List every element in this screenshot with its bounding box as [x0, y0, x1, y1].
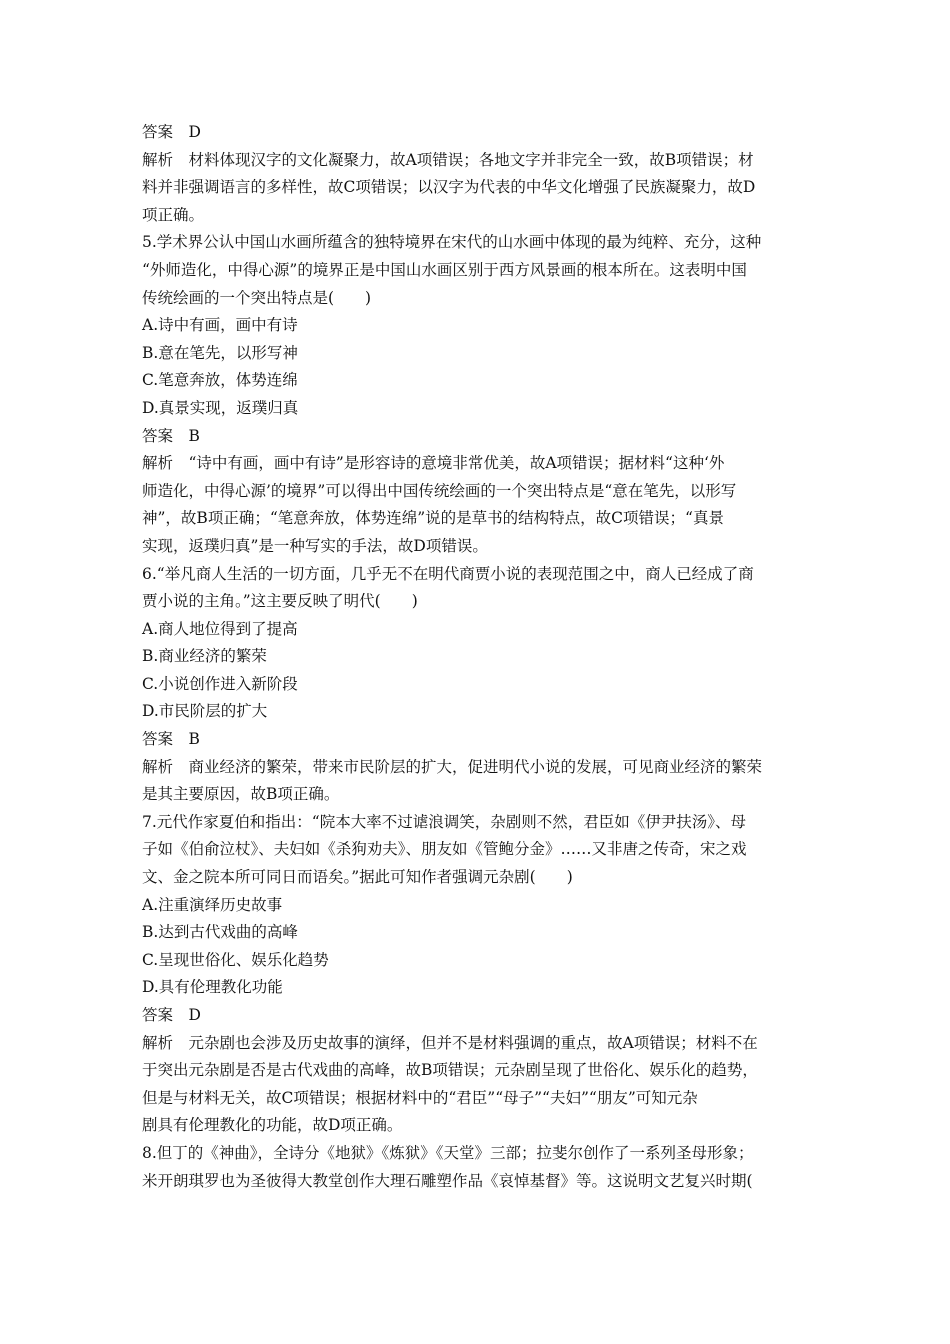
answer-line: 答案 B: [142, 426, 200, 445]
question-8-stem: 米开朗琪罗也为圣彼得大教堂创作大理石雕塑作品《哀悼基督》等。这说明文艺复兴时期(: [142, 1171, 753, 1190]
analysis-line: 项正确。: [142, 205, 205, 224]
analysis-line: 料并非强调语言的多样性，故C项错误；以汉字为代表的中华文化增强了民族凝聚力，故D: [142, 178, 756, 197]
analysis-line: 是其主要原因，故B项正确。: [142, 785, 340, 804]
question-5-stem: 传统绘画的一个突出特点是( ): [142, 288, 372, 307]
question-5-option-a: A.诗中有画，画中有诗: [142, 316, 298, 335]
analysis-line: 但是与材料无关，故C项错误；根据材料中的“君臣”“母子”“夫妇”“朋友”可知元杂: [142, 1088, 698, 1107]
document-page: [142, 119, 822, 1195]
question-7-option-c: C.呈现世俗化、娱乐化趋势: [142, 950, 329, 969]
analysis-line: 解析 元杂剧也会涉及历史故事的演绎，但并不是材料强调的重点，故A项错误；材料不在: [142, 1033, 758, 1052]
analysis-line: 剧具有伦理教化的功能，故D项正确。: [142, 1116, 403, 1135]
analysis-line: 于突出元杂剧是否是古代戏曲的高峰，故B项错误；元杂剧呈现了世俗化、娱乐化的趋势，: [142, 1061, 758, 1080]
analysis-line: 解析 “诗中有画，画中有诗”是形容诗的意境非常优美，故A项错误；据材料“这种‘外: [142, 454, 725, 473]
answer-line: 答案 B: [142, 730, 200, 749]
question-6-option-c: C.小说创作进入新阶段: [142, 674, 298, 693]
question-5-stem: 5.学术界公认中国山水画所蕴含的独特境界在宋代的山水画中体现的最为纯粹、充分，这种: [142, 233, 762, 252]
question-5-stem: “外师造化，中得心源”的境界正是中国山水画区别于西方风景画的根本所在。这表明中国: [142, 260, 747, 279]
question-6-stem: 6.“举凡商人生活的一切方面，几乎无不在明代商贾小说的表现范围之中，商人已经成了商: [142, 564, 754, 583]
question-7-option-a: A.注重演绎历史故事: [142, 895, 283, 914]
answer-line: 答案 D: [142, 1006, 201, 1024]
question-8-stem: 8.但丁的《神曲》，全诗分《地狱》《炼狱》《天堂》三部；拉斐尔创作了一系列圣母形象；: [142, 1143, 754, 1162]
analysis-line: 神”，故B项正确；“笔意奔放，体势连绵”说的是草书的结构特点，故C项错误；“真景: [142, 509, 724, 528]
question-7-option-d: D.具有伦理教化功能: [142, 978, 283, 997]
analysis-line: 解析 商业经济的繁荣，带来市民阶层的扩大，促进明代小说的发展，可见商业经济的繁荣: [142, 757, 763, 776]
question-5-option-b: B.意在笔先，以形写神: [142, 343, 298, 362]
question-7-stem: 子如《伯俞泣杖》、夫妇如《杀狗劝夫》、朋友如《管鲍分金》……又非唐之传奇，宋之戏: [142, 840, 747, 859]
analysis-line: 实现，返璞归真”是一种写实的手法，故D项错误。: [142, 536, 488, 555]
answer-line: 答案 D: [142, 123, 201, 141]
question-6-option-b: B.商业经济的繁荣: [142, 647, 267, 666]
question-5-option-d: D.真景实现，返璞归真: [142, 398, 299, 417]
question-7-option-b: B.达到古代戏曲的高峰: [142, 923, 298, 942]
analysis-line: 解析 材料体现汉字的文化凝聚力，故A项错误；各地文字并非完全一致，故B项错误；材: [142, 150, 754, 169]
question-6-option-d: D.市民阶层的扩大: [142, 702, 268, 721]
question-5-option-c: C.笔意奔放，体势连绵: [142, 371, 298, 390]
question-6-stem: 贾小说的主角。”这主要反映了明代( ): [142, 592, 418, 611]
analysis-line: 师造化，中得心源’的境界”可以得出中国传统绘画的一个突出特点是“意在笔先，以形写: [142, 481, 737, 500]
question-6-option-a: A.商人地位得到了提高: [142, 619, 298, 638]
question-7-stem: 文、金之院本所可同日而语矣。”据此可知作者强调元杂剧( ): [142, 868, 573, 887]
question-7-stem: 7.元代作家夏伯和指出：“院本大率不过谑浪调笑，杂剧则不然，君臣如《伊尹扶汤》、母: [142, 812, 746, 831]
